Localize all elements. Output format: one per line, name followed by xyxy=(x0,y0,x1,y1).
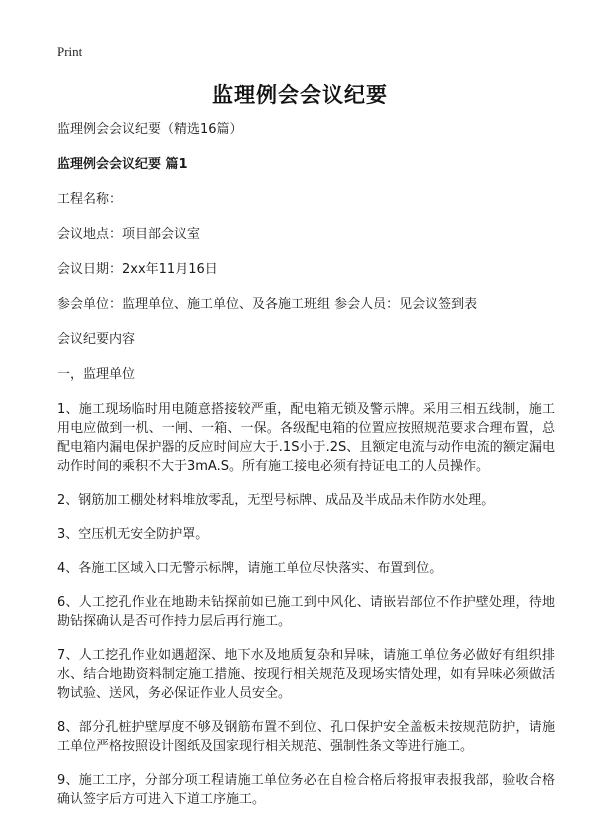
print-link[interactable]: Print xyxy=(57,44,83,59)
document-title: 监理例会会议纪要 xyxy=(212,83,388,107)
list-item: 9、施工工序，分部分项工程请施工单位务必在自检合格后将报审表报我部，验收合格确认签字后方可进入下道工序施工。 xyxy=(57,773,555,807)
list-item: 4、各施工区域入口无警示标牌，请施工单位尽快落实、布置到位。 xyxy=(57,561,443,576)
document-body xyxy=(57,120,555,824)
list-item: 6、人工挖孔作业在地勘未钻探前如已施工到中风化、请嵌岩部位不作护壁处理，待地勘钻探确认是否可作持力层后再行施工。 xyxy=(57,595,555,629)
minutes-content-label: 会议纪要内容 xyxy=(57,332,136,347)
part-one-heading: 一，监理单位 xyxy=(57,367,136,382)
section-heading: 监理例会会议纪要 篇1 xyxy=(57,157,188,172)
list-item: 3、空压机无安全防护罩。 xyxy=(57,527,209,542)
list-item: 8、部分孔桩护壁厚度不够及钢筋布置不到位、孔口保护安全盖板未按规范防护，请施工单位严格按照设计图纸及国家现行相关规范、强制性条文等进行施工。 xyxy=(57,720,555,754)
field-meeting-location: 会议地点：项目部会议室 xyxy=(57,227,201,242)
list-item: 1、施工现场临时用电随意搭接较严重，配电箱无锁及警示牌。采用三相五线制，施工用电应做到一机、一闸、一箱、一保。各级配电箱的位置应按照规范要求合理布置，总配电箱内漏电保护器的反应时间应大于.1S小于.2S、且额定电流与动作电流的额定漏电动作时间的乘积不大于3mA.S。所有施工接电必须有持证电工的人员操作。 xyxy=(57,402,555,474)
field-attendees: 参会单位：监理单位、施工单位、及各施工班组 参会人员：见会议签到表 xyxy=(57,297,478,312)
field-project-name: 工程名称： xyxy=(57,192,123,207)
field-meeting-date: 会议日期：2xx年11月16日 xyxy=(57,262,218,277)
document-subtitle: 监理例会会议纪要（精选16篇） xyxy=(57,122,243,137)
list-item: 7、人工挖孔作业如遇超深、地下水及地质复杂和异味，请施工单位务必做好有组织排水、结合地勘资料制定施工措施、按现行相关规范及现场实情处理，如有异味必须做活物试验、送风，务必保证作业人员安全。 xyxy=(57,648,555,701)
list-item: 2、钢筋加工棚处材料堆放零乱，无型号标牌、成品及半成品未作防水处理。 xyxy=(57,493,495,508)
